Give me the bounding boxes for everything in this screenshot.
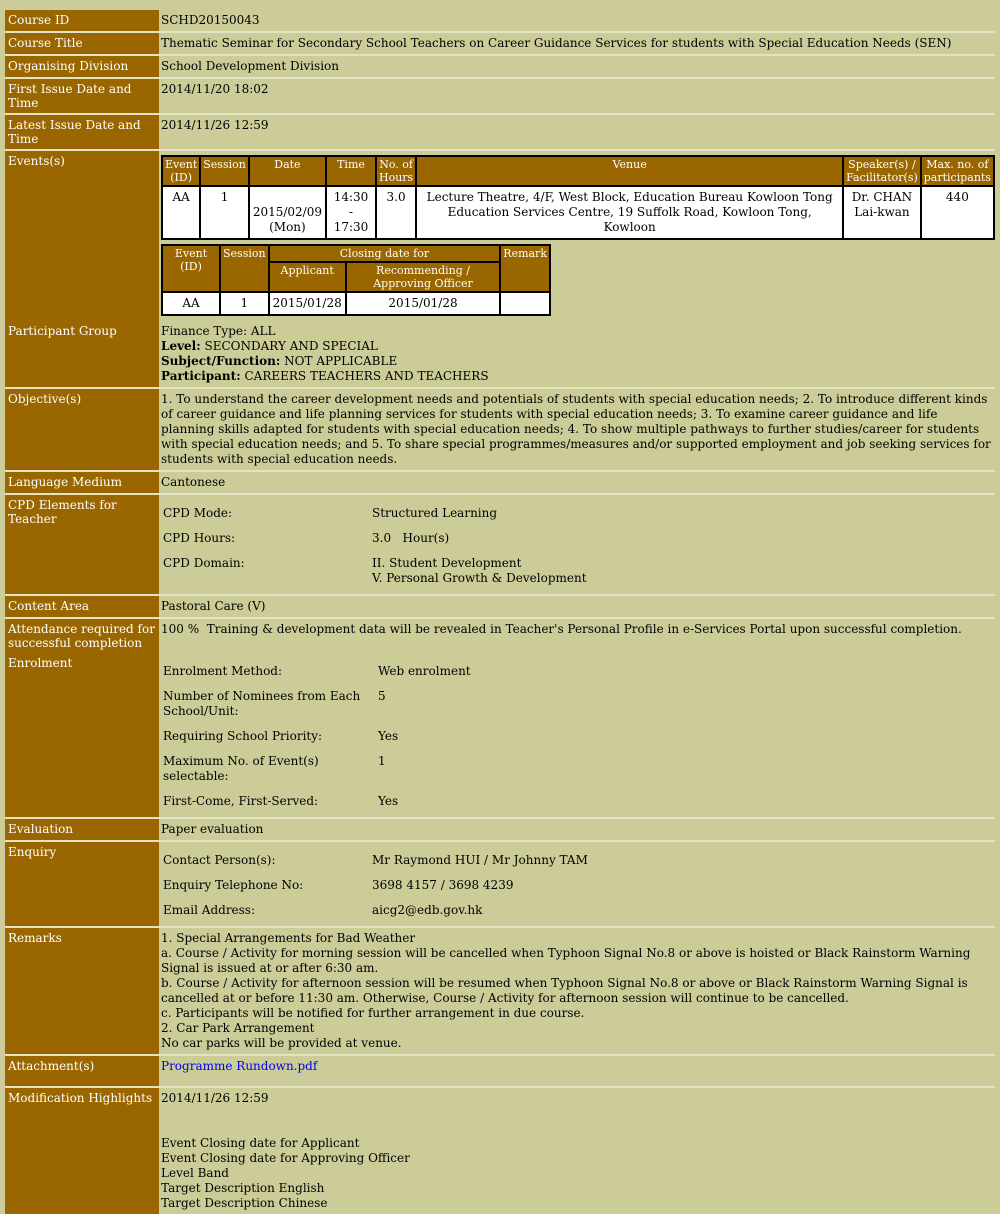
subject-line xyxy=(161,354,993,369)
row-course-title xyxy=(5,32,995,55)
row-content-area xyxy=(5,595,995,618)
remark-cell xyxy=(500,292,550,315)
remark-line: c. Participants will be notified for further arrangement in due course. xyxy=(161,1006,585,1020)
cpd-domain-1: II. Student Development xyxy=(372,556,522,570)
enrolment-method-value: Web enrolment xyxy=(378,664,471,678)
remark-line: 1. Special Arrangements for Bad Weather xyxy=(161,931,416,945)
remark-line: 2. Car Park Arrangement xyxy=(161,1021,315,1035)
row-enquiry xyxy=(5,841,995,927)
fcfs-row xyxy=(161,789,473,814)
col-closing-session: Session xyxy=(220,245,269,292)
email-row xyxy=(161,898,590,923)
attachments-cell xyxy=(159,1055,995,1087)
row-enrolment xyxy=(5,653,995,818)
objectives-label: Objective(s) xyxy=(5,388,159,471)
row-course-id xyxy=(5,10,995,32)
evaluation-value: Paper evaluation xyxy=(159,818,995,841)
cpd-table xyxy=(161,501,589,591)
enquiry-table xyxy=(161,848,590,923)
row-participant-group xyxy=(5,321,995,388)
event-id-cell: AA xyxy=(162,186,200,239)
level-value: SECONDARY AND SPECIAL xyxy=(204,339,378,353)
col-closing-for: Closing date for xyxy=(269,245,501,262)
participant-group-label: Participant Group xyxy=(5,321,159,388)
events-header-row xyxy=(162,156,994,186)
list-item: Event Closing date for Approving Officer xyxy=(161,1151,410,1165)
col-event-id: Event (ID) xyxy=(162,156,200,186)
cpd-domain-row xyxy=(161,551,589,591)
priority-row xyxy=(161,724,473,749)
enrolment-label: Enrolment xyxy=(5,653,159,818)
row-organising-division xyxy=(5,55,995,78)
priority-value: Yes xyxy=(378,729,399,743)
col-speaker: Speaker(s) / Facilitator(s) xyxy=(843,156,921,186)
remark-line: b. Course / Activity for afternoon session will be resumed when Typhoon Signal No.8 or above or Black Rainstorm Warning Signal is cancelled at or before 11:30 am. Otherwise, Course / Activity for afternoon session will continue to be cancelled. xyxy=(161,976,968,1005)
level-label: Level: xyxy=(161,339,201,353)
closing-session-cell: 1 xyxy=(220,292,269,315)
course-id-label: Course ID xyxy=(5,10,159,32)
col-hours: No. of Hours xyxy=(376,156,416,186)
cpd-cell xyxy=(159,494,995,595)
col-date: Date xyxy=(249,156,326,186)
row-language xyxy=(5,471,995,494)
subject-value: NOT APPLICABLE xyxy=(284,354,398,368)
table-row xyxy=(162,186,994,239)
participant-label: Participant: xyxy=(161,369,241,383)
date-value: 2015/02/09 xyxy=(252,205,322,219)
col-max: Max. no. of participants xyxy=(921,156,994,186)
venue-cell: Lecture Theatre, 4/F, West Block, Education Bureau Kowloon Tong Education Services Centre, 19 Suffolk Road, Kowloon Tong, Kowloon xyxy=(416,186,843,239)
list-item: Event Closing date for Applicant xyxy=(161,1136,360,1150)
email-value: aicg2@edb.gov.hk xyxy=(372,903,483,917)
language-value: Cantonese xyxy=(159,471,995,494)
row-remarks xyxy=(5,927,995,1055)
max-events-value: 1 xyxy=(378,754,386,768)
cpd-mode-value: Structured Learning xyxy=(372,506,498,520)
enrolment-table xyxy=(161,659,473,814)
cpd-mode-row xyxy=(161,501,589,526)
phone-value: 3698 4157 / 3698 4239 xyxy=(372,878,514,892)
date-cell xyxy=(249,186,326,239)
max-events-label: Maximum No. of Event(s) selectable: xyxy=(163,754,319,783)
objectives-value: 1. To understand the career development needs and potentials of students with special education needs; 2. To introduce different kinds of career guidance and life planning services for students with special education needs; 3. To examine career guidance and life planning skills adapted for students with special education needs; 4. To show multiple pathways to further studies/career for students with special education needs; and 5. To share special programmes/measures and/or supported employment and job seeking services for students with special education needs. xyxy=(159,388,995,471)
content-area-label: Content Area xyxy=(5,595,159,618)
cpd-label: CPD Elements for Teacher xyxy=(5,494,159,595)
enrolment-method-label: Enrolment Method: xyxy=(163,664,283,678)
latest-issue-value: 2014/11/26 12:59 xyxy=(159,114,995,150)
remarks-value xyxy=(159,927,995,1055)
fcfs-value: Yes xyxy=(378,794,399,808)
col-officer: Recommending / Approving Officer xyxy=(346,262,501,292)
subject-label: Subject/Function: xyxy=(161,354,281,368)
row-latest-issue xyxy=(5,114,995,150)
evaluation-label: Evaluation xyxy=(5,818,159,841)
nominees-value: 5 xyxy=(378,689,386,703)
participant-value: CAREERS TEACHERS AND TEACHERS xyxy=(244,369,489,383)
closing-header-row xyxy=(162,245,550,262)
nominees-label: Number of Nominees from Each School/Unit: xyxy=(163,689,361,718)
list-item: Target Description Chinese xyxy=(161,1196,328,1210)
organising-division-value: School Development Division xyxy=(159,55,995,78)
row-modification xyxy=(5,1087,995,1214)
events-cell xyxy=(159,150,995,321)
cpd-domain-label: CPD Domain: xyxy=(163,556,245,570)
row-attendance xyxy=(5,618,995,653)
first-issue-label: First Issue Date and Time xyxy=(5,78,159,114)
max-events-row xyxy=(161,749,473,789)
col-time: Time xyxy=(326,156,376,186)
modification-date: 2014/11/26 12:59 xyxy=(161,1091,269,1105)
priority-label: Requiring School Priority: xyxy=(163,729,323,743)
contact-value: Mr Raymond HUI / Mr Johnny TAM xyxy=(372,853,588,867)
attachments-label: Attachment(s) xyxy=(5,1055,159,1087)
table-row xyxy=(162,292,550,315)
row-first-issue xyxy=(5,78,995,114)
first-issue-value: 2014/11/20 18:02 xyxy=(159,78,995,114)
col-session: Session xyxy=(200,156,249,186)
events-table xyxy=(161,155,995,240)
cpd-domain-value xyxy=(370,551,589,591)
contact-row xyxy=(161,848,590,873)
contact-label: Contact Person(s): xyxy=(163,853,276,867)
attendance-value: 100 % Training & development data will be revealed in Teacher's Personal Profile in e-Services Portal upon successful completion. xyxy=(159,618,995,653)
attendance-label: Attendance required for successful completion xyxy=(5,618,159,653)
modification-cell xyxy=(159,1087,995,1214)
enrolment-method-row xyxy=(161,659,473,684)
closing-table xyxy=(161,244,551,316)
col-remark: Remark xyxy=(500,245,550,292)
phone-label: Enquiry Telephone No: xyxy=(163,878,304,892)
enrolment-cell xyxy=(159,653,995,818)
participant-line xyxy=(161,369,993,384)
list-item: Level Band xyxy=(161,1166,229,1180)
remark-line: No car parks will be provided at venue. xyxy=(161,1036,402,1050)
finance-type: Finance Type: ALL xyxy=(161,324,276,338)
day-value: (Mon) xyxy=(269,220,306,234)
nominees-row xyxy=(161,684,473,724)
col-closing-event-id: Event (ID) xyxy=(162,245,220,292)
attachment-link[interactable]: Programme Rundown.pdf xyxy=(161,1059,318,1073)
cpd-hours-value: 3.0 Hour(s) xyxy=(372,531,450,545)
cpd-hours-label: CPD Hours: xyxy=(163,531,236,545)
email-label: Email Address: xyxy=(163,903,256,917)
course-title-value: Thematic Seminar for Secondary School Teachers on Career Guidance Services for students with Special Education Needs (SEN) xyxy=(159,32,995,55)
cpd-domain-2: V. Personal Growth & Development xyxy=(372,571,587,585)
course-title-label: Course Title xyxy=(5,32,159,55)
modification-label: Modification Highlights xyxy=(5,1087,159,1214)
list-item: Target Description English xyxy=(161,1181,325,1195)
language-label: Language Medium xyxy=(5,471,159,494)
row-objectives xyxy=(5,388,995,471)
cpd-hours-row xyxy=(161,526,589,551)
cpd-mode-label: CPD Mode: xyxy=(163,506,233,520)
events-label: Events(s) xyxy=(5,150,159,321)
remarks-label: Remarks xyxy=(5,927,159,1055)
speaker-cell: Dr. CHAN Lai-kwan xyxy=(843,186,921,239)
organising-division-label: Organising Division xyxy=(5,55,159,78)
remark-line: a. Course / Activity for morning session will be cancelled when Typhoon Signal No.8 or above is hoisted or Black Rainstorm Warning Signal is issued at or after 6:30 am. xyxy=(161,946,971,975)
col-venue: Venue xyxy=(416,156,843,186)
fcfs-label: First-Come, First-Served: xyxy=(163,794,319,808)
course-id-value: SCHD20150043 xyxy=(161,13,260,27)
content-area-value: Pastoral Care (V) xyxy=(159,595,995,618)
row-attachments xyxy=(5,1055,995,1087)
max-cell: 440 xyxy=(921,186,994,239)
course-detail xyxy=(5,10,995,1214)
phone-row xyxy=(161,873,590,898)
enquiry-label: Enquiry xyxy=(5,841,159,927)
session-cell: 1 xyxy=(200,186,249,239)
participant-group-value xyxy=(159,321,995,388)
level-line xyxy=(161,339,993,354)
officer-cell: 2015/01/28 xyxy=(346,292,501,315)
row-events xyxy=(5,150,995,321)
course-detail-table xyxy=(5,10,995,1214)
row-evaluation xyxy=(5,818,995,841)
latest-issue-label: Latest Issue Date and Time xyxy=(5,114,159,150)
closing-event-id-cell: AA xyxy=(162,292,220,315)
time-cell: 14:30 - 17:30 xyxy=(326,186,376,239)
enquiry-cell xyxy=(159,841,995,927)
hours-cell: 3.0 xyxy=(376,186,416,239)
applicant-cell: 2015/01/28 xyxy=(269,292,346,315)
row-cpd xyxy=(5,494,995,595)
col-applicant: Applicant xyxy=(269,262,346,292)
